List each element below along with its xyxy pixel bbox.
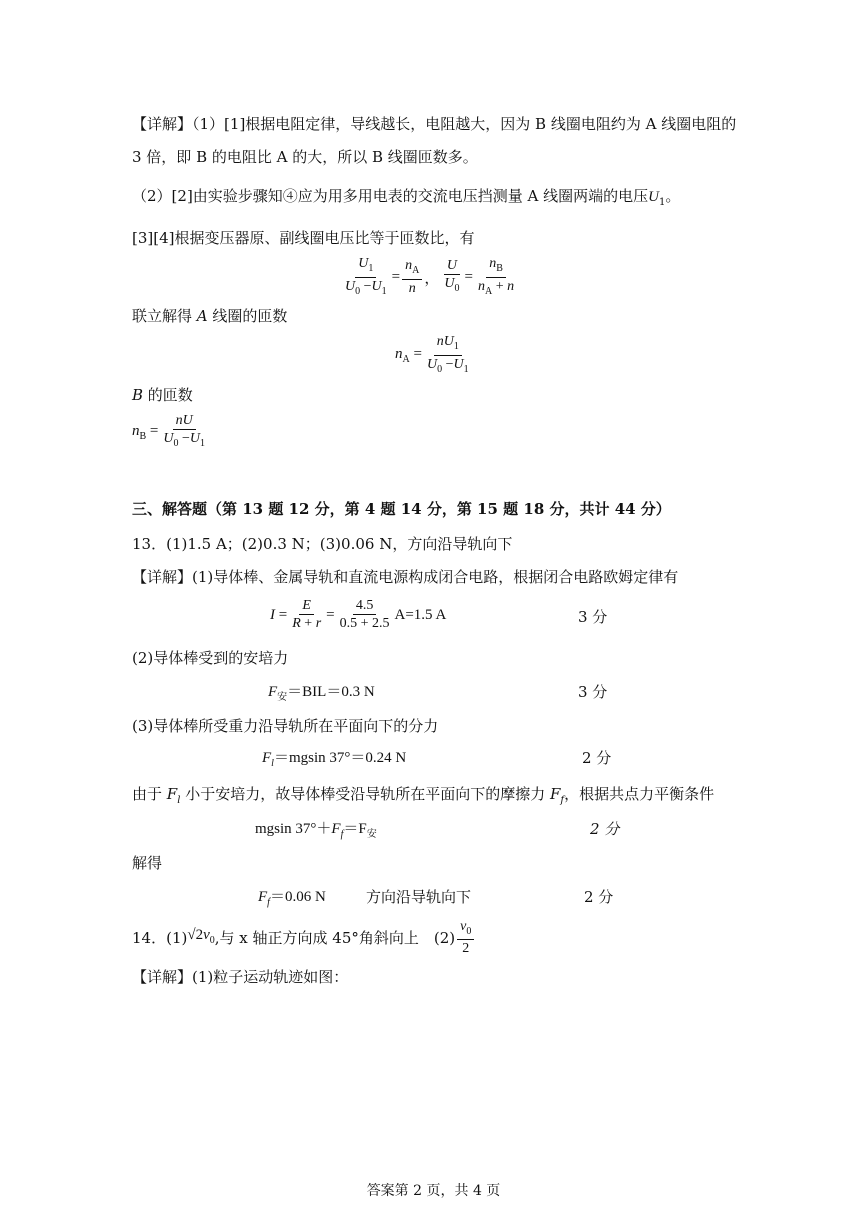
- score-eq4: 2 分: [590, 820, 620, 838]
- q13-detail-4c: ，根据共点力平衡条件: [564, 785, 715, 803]
- q13-detail-4b: 小于安培力，故导体棒受沿导轨所在平面向下的摩擦力: [185, 785, 546, 803]
- detail-line-3-text: （2）[2]由实验步骤知④应为用多用电表的交流电压挡测量 A 线圈两端的电压: [132, 187, 649, 205]
- equation-ampere-force: $F_安=BIL=0.3$ N: [268, 684, 375, 703]
- q14-answer-a: 14．(1): [132, 929, 188, 947]
- equation-voltage-ratio: $\frac{U_1}{U_0 -U_1}$ = $\frac{n_A}{n}$ ， $\frac{U}{U_0}$ = $\frac{n_B}{n_A + n}$: [345, 256, 515, 297]
- equation-ampere-result: ＝BIL＝0.3 N: [287, 684, 375, 700]
- q14-answer: 14．(1) $√2v_0$ ,与 x 轴正方向成 45°角斜向上 (2) $\frac{v_0}{2}$: [132, 918, 476, 958]
- equation-balance: mgsin $37^\circ+F_f=F_安$: [255, 821, 377, 840]
- detail-line-3: （2）[2]由实验步骤知④应为用多用电表的交流电压挡测量 A 线圈两端的电压$U_1$。: [132, 187, 681, 208]
- equation-current: I = $\frac{E}{R + r}$ = $\frac{4.5}{0.5 + 2.5}$ A=1.5 A: [270, 598, 447, 631]
- score-eq1: 3 分: [578, 608, 608, 626]
- equation-balance-left: mgsin 37°＋: [255, 821, 332, 837]
- equation-balance-mid: ＝F: [343, 821, 367, 837]
- equation-current-result: A=1.5 A: [394, 606, 447, 623]
- friction-direction: 方向沿导轨向下: [366, 888, 472, 906]
- equation-nb: $n_B$ = $\frac{nU}{U_0 -U_1}$: [132, 413, 206, 449]
- page-footer: 答案第 2 页，共 4 页: [366, 1183, 501, 1199]
- q13-detail-4: 由于 $F_l$ 小于安培力，故导体棒受沿导轨所在平面向下的摩擦力 $F_f$，根据共点力平衡条件: [132, 785, 715, 806]
- q13-answer: 13．(1)1.5 A；(2)0.3 N；(3)0.06 N，方向沿导轨向下: [132, 535, 513, 553]
- q13-detail-4a: 由于: [132, 785, 163, 803]
- q14-detail: 【详解】(1)粒子运动轨迹如图：: [132, 968, 349, 986]
- equation-na: $n_A$ = $\frac{nU_1}{U_0 -U_1}$: [395, 334, 469, 375]
- detail-line-5b: 线圈的匝数: [212, 307, 288, 325]
- detail-line-5a: 联立解得: [132, 307, 193, 325]
- detail-line-3-end: 。: [665, 187, 681, 205]
- score-eq5: 2 分: [584, 888, 614, 906]
- detail-line-2: 3 倍，即 B 的电阻比 A 的大，所以 B 线圈匝数多。: [132, 148, 478, 166]
- equation-friction-result: ＝0.06 N: [269, 889, 326, 905]
- detail-line-6: B 的匝数: [132, 386, 193, 404]
- detail-line-6-text: 的匝数: [147, 386, 193, 404]
- score-eq2: 3 分: [578, 683, 608, 701]
- score-eq3: 2 分: [582, 749, 612, 767]
- equation-friction: $F_f=0.06$ N: [258, 889, 326, 908]
- q14-answer-b: ,与 x 轴正方向成 45°角斜向上 (2): [214, 929, 456, 947]
- equation-gravity-component: $F_l=mgsin$ 37°＝0.24 N: [262, 750, 407, 769]
- equation-gravity-result: ＝mgsin 37°＝0.24 N: [273, 750, 407, 766]
- jiede-label: 解得: [132, 854, 163, 872]
- q13-detail-3: (3)导体棒所受重力沿导轨所在平面向下的分力: [132, 717, 439, 735]
- q13-detail-2: (2)导体棒受到的安培力: [132, 649, 289, 667]
- detail-line-1: 【详解】（1）[1]根据电阻定律，导线越长，电阻越大，因为 B 线圈电阻约为 A 线圈电阻的: [132, 115, 737, 133]
- section-heading: 三、解答题（第 13 题 12 分，第 4 题 14 分，第 15 题 18 分，共计 44 分）: [132, 500, 671, 518]
- q13-detail-1: 【详解】(1)导体棒、金属导轨和直流电源构成闭合电路，根据闭合电路欧姆定律有: [132, 568, 679, 586]
- detail-line-5: 联立解得 A 线圈的匝数: [132, 307, 288, 325]
- detail-line-4: [3][4]根据变压器原、副线圈电压比等于匝数比，有: [132, 229, 475, 247]
